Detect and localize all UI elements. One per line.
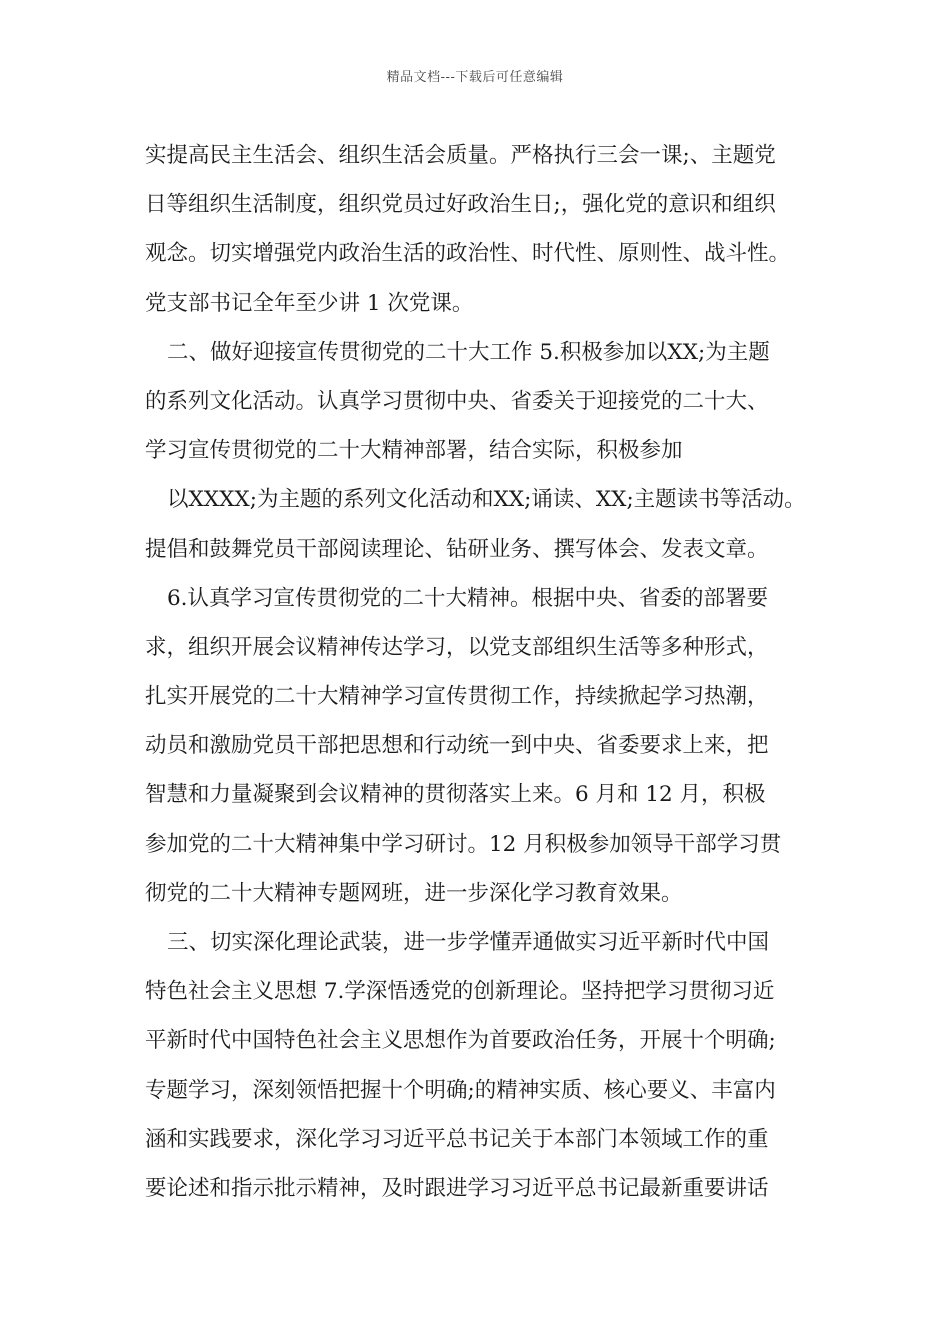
text-line: 党支部书记全年至少讲 1 次党课。 — [145, 290, 474, 316]
text-line: 特色社会主义思想 7.学深悟透党的创新理论。坚持把学习贯彻习近 — [145, 979, 775, 1005]
text-line: 要论述和指示批示精神，及时跟进学习习近平总书记最新重要讲话 — [145, 1175, 769, 1201]
text-line: 日等组织生活制度，组织党员过好政治生日;，强化党的意识和组织 — [145, 192, 776, 218]
text-line: 智慧和力量凝聚到会议精神的贯彻落实上来。6 月和 12 月，积极 — [145, 782, 766, 808]
text-line: 求，组织开展会议精神传达学习，以党支部组织生活等多种形式， — [145, 634, 769, 660]
text-line: 的系列文化活动。认真学习贯彻中央、省委关于迎接党的二十大、 — [145, 388, 769, 414]
text-line: 彻党的二十大精神专题网班，进一步深化学习教育效果。 — [145, 880, 683, 906]
text-line: 以XXXX;为主题的系列文化活动和XX;诵读、XX;主题读书等活动。 — [167, 487, 806, 513]
text-line: 学习宣传贯彻党的二十大精神部署，结合实际，积极参加 — [145, 438, 683, 464]
text-line: 专题学习，深刻领悟把握十个明确;的精神实质、核心要义、丰富内 — [145, 1077, 776, 1103]
document-body — [145, 131, 835, 1213]
text-line: 涵和实践要求，深化学习习近平总书记关于本部门本领域工作的重 — [145, 1126, 769, 1152]
text-line: 动员和激励党员干部把思想和行动统一到中央、省委要求上来，把 — [145, 733, 769, 759]
text-line: 平新时代中国特色社会主义思想作为首要政治任务，开展十个明确; — [145, 1028, 776, 1054]
text-line: 参加党的二十大精神集中学习研讨。12 月积极参加领导干部学习贯 — [145, 831, 782, 857]
page-header: 精品文档---下载后可任意编辑 — [386, 70, 564, 85]
text-line: 扎实开展党的二十大精神学习宣传贯彻工作，持续掀起学习热潮， — [145, 684, 769, 710]
text-line: 实提高民主生活会、组织生活会质量。严格执行三会一课;、主题党 — [145, 143, 776, 168]
text-line: 提倡和鼓舞党员干部阅读理论、钻研业务、撰写体会、发表文章。 — [145, 536, 769, 562]
text-line: 观念。切实增强党内政治生活的政治性、时代性、原则性、战斗性。 — [145, 241, 791, 267]
text-line: 三、切实深化理论武装，进一步学懂弄通做实习近平新时代中国 — [167, 930, 770, 955]
text-line: 6.认真学习宣传贯彻党的二十大精神。根据中央、省委的部署要 — [167, 585, 769, 611]
text-line: 二、做好迎接宣传贯彻党的二十大工作 5.积极参加以XX;为主题 — [167, 339, 770, 365]
